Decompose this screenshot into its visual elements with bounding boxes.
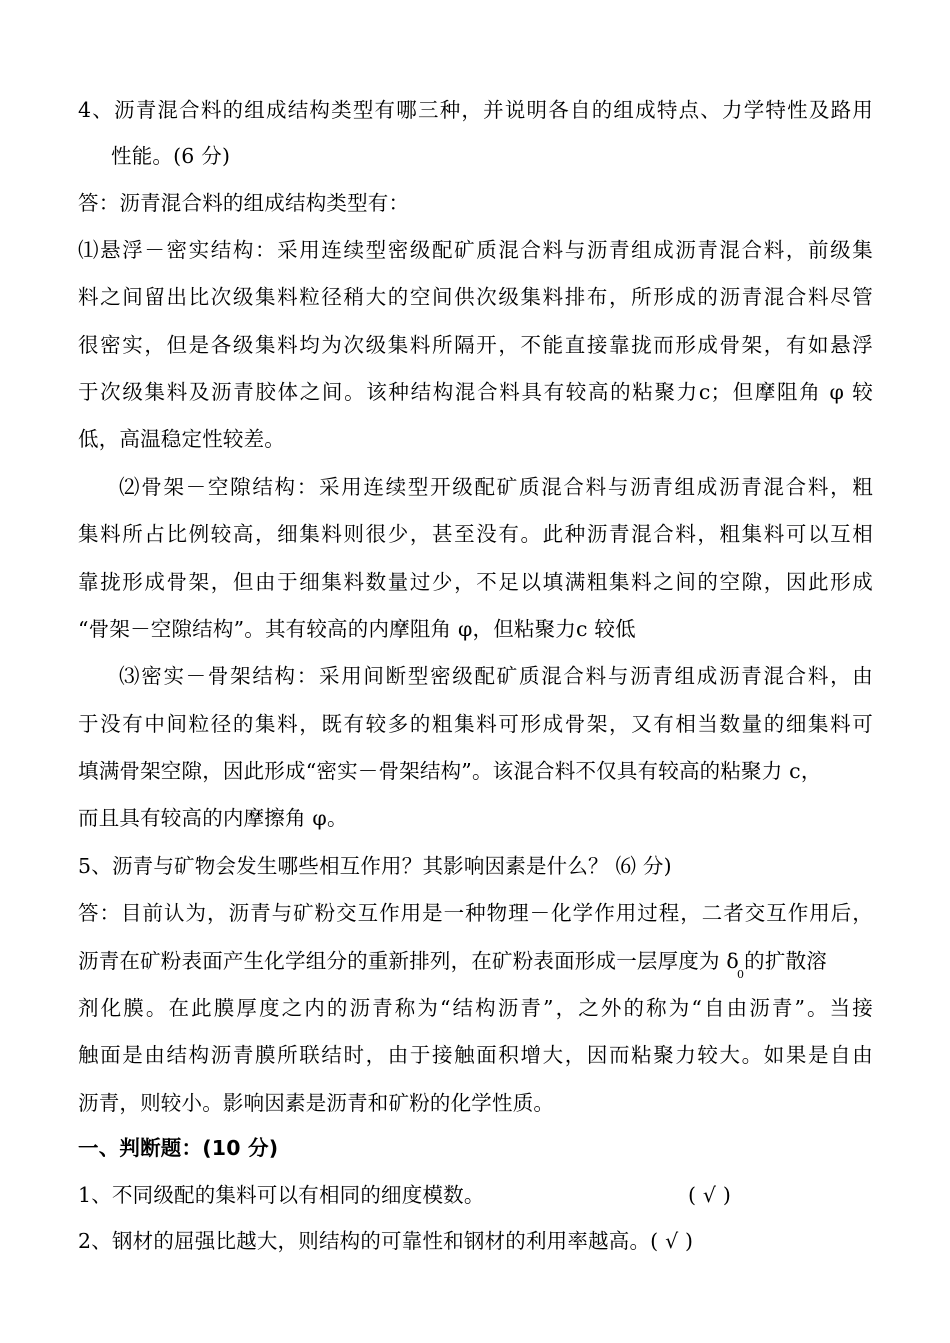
q4-p2-line-2: 集料所占比例较高，细集料则很少，甚至没有。此种沥青混合料，粗集料可以互相 — [78, 522, 873, 546]
q4-p1-line-2: 料之间留出比次级集料粒径稍大的空间供次级集料排布，所形成的沥青混合料尽管 — [78, 285, 873, 309]
q5-answer-line-5: 沥青，则较小。影响因素是沥青和矿粉的化学性质。 — [78, 1091, 555, 1115]
q5-answer-line-2-tail: 的扩散溶 — [744, 949, 827, 973]
q5-answer-line-4: 触面是由结构沥青膜所联结时，由于接触面积增大，因而粘聚力较大。如果是自由 — [78, 1043, 873, 1067]
tf-item-1-mark: ( √ ) — [688, 1183, 732, 1207]
q4-p1-line-5: 低，高温稳定性较差。 — [78, 427, 285, 451]
q5-answer-line-1: 答：目前认为，沥青与矿粉交互作用是一种物理－化学作用过程，二者交互作用后， — [78, 901, 873, 925]
q4-p2-line-1: ⑵骨架－空隙结构：采用连续型开级配矿质混合料与沥青组成沥青混合料，粗 — [119, 475, 873, 499]
tf-item-1 — [78, 1180, 485, 1210]
tf-item-2-mark: ( √ ) — [650, 1229, 694, 1253]
q4-p3-line-2: 于没有中间粒径的集料，既有较多的粗集料可形成骨架，又有相当数量的细集料可 — [78, 712, 873, 736]
q5-answer-line-2-text: 沥青在矿粉表面产生化学组分的重新排列，在矿粉表面形成一层厚度为 δ — [78, 949, 739, 973]
tf-item-1-text: 1、不同级配的集料可以有相同的细度模数。 — [78, 1183, 485, 1207]
q4-p3-line-4: 而且具有较高的内摩擦角 φ。 — [78, 806, 348, 830]
q4-question-line-1: 4、沥青混合料的组成结构类型有哪三种，并说明各自的组成特点、力学特性及路用 — [78, 98, 873, 122]
q4-p2-line-3: 靠拢形成骨架，但由于细集料数量过少，不足以填满粗集料之间的空隙，因此形成 — [78, 570, 873, 594]
q4-p1-line-4: 于次级集料及沥青胶体之间。该种结构混合料具有较高的粘聚力c；但摩阻角 φ 较 — [78, 380, 873, 404]
q4-p3-line-1: ⑶密实－骨架结构：采用间断型密级配矿质混合料与沥青组成沥青混合料，由 — [119, 664, 873, 688]
q4-p1-line-3: 很密实，但是各级集料均为次级集料所隔开，不能直接靠拢而形成骨架，有如悬浮 — [78, 333, 873, 357]
q4-answer-intro: 答：沥青混合料的组成结构类型有： — [78, 191, 410, 215]
q5-answer-line-2 — [78, 946, 827, 980]
delta-subscript: 0 — [736, 968, 745, 981]
tf-item-2-text: 2、钢材的屈强比越大，则结构的可靠性和钢材的利用率越高。 — [78, 1229, 651, 1253]
q4-p3-line-3: 填满骨架空隙，因此形成“密实－骨架结构”。该混合料不仅具有较高的粘聚力 c， — [78, 759, 822, 783]
q4-question-line-2: 性能。(6 分) — [111, 144, 231, 168]
q4-p1-line-1: ⑴悬浮－密实结构：采用连续型密级配矿质混合料与沥青组成沥青混合料，前级集 — [78, 238, 873, 262]
q4-p2-line-4: “骨架－空隙结构”。其有较高的内摩阻角 φ，但粘聚力c 较低 — [78, 617, 636, 641]
tf-item-2 — [78, 1226, 693, 1256]
q5-answer-line-3: 剂化膜。在此膜厚度之内的沥青称为“结构沥青”，之外的称为“自由沥青”。当接 — [78, 996, 873, 1020]
q5-question: 5、沥青与矿物会发生哪些相互作用？其影响因素是什么？ ⑹ 分) — [78, 854, 672, 878]
section-title: 一、判断题：(10 分) — [78, 1136, 279, 1160]
